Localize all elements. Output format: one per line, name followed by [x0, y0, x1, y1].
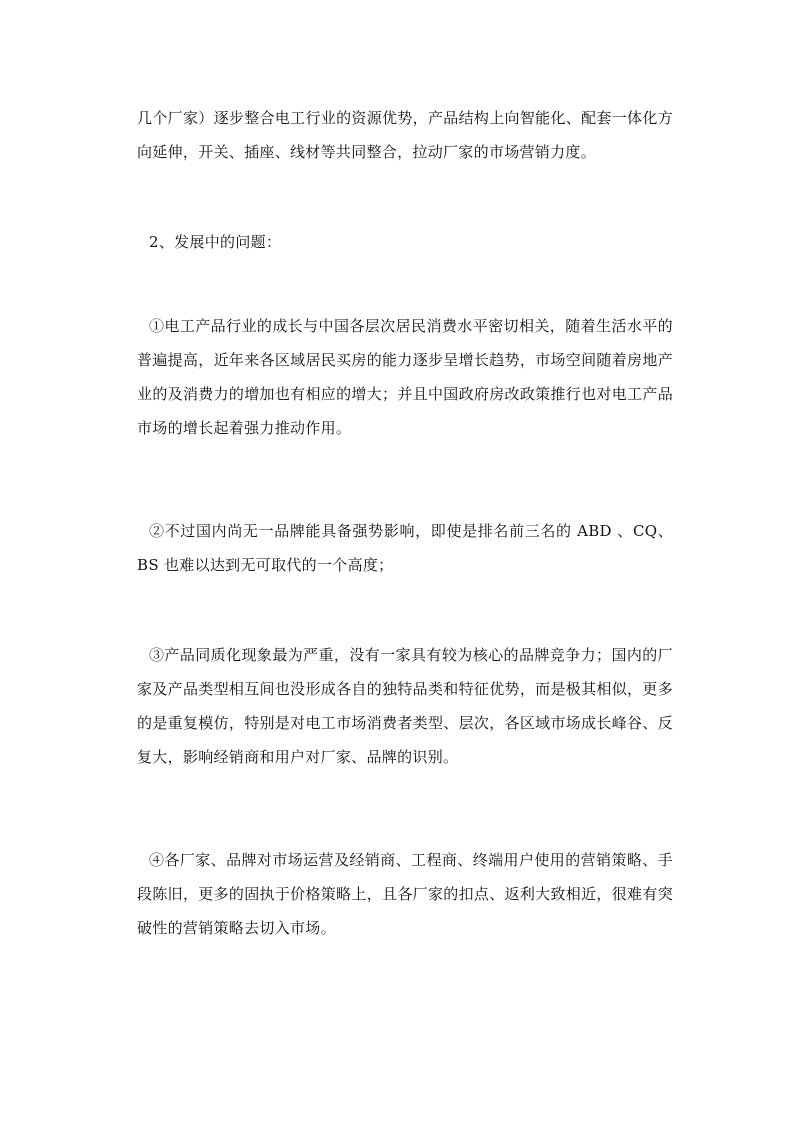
paragraph-point-1: ①电工产品行业的成长与中国各层次居民消费水平密切相关，随着生活水平的普遍提高，近年来各区域居民买房的能力逐步呈增长趋势，市场空间随着房地产业的及消费力的增加也有相应的增大；并且中国政府房改政策推行也对电工产品市场的增长起着强力推动作用。: [137, 317, 673, 437]
paragraph-point-4: ④各厂家、品牌对市场运营及经销商、工程商、终端用户使用的营销策略、手段陈旧，更多的固执于价格策略上，且各厂家的扣点、返利大致相近，很难有突破性的营销策略去切入市场。: [137, 851, 673, 937]
paragraph-point-2: ②不过国内尚无一品牌能具备强势影响，即使是排名前三名的 ABD 、CQ、BS 也难以达到无可取代的一个高度；: [137, 522, 673, 574]
paragraph-point-3: ③产品同质化现象最为严重，没有一家具有较为核心的品牌竞争力；国内的厂家及产品类型相互间也没形成各自的独特品类和特征优势，而是极其相似，更多的是重复模仿，特别是对电工市场消费者类型、层次，各区域市场成长峰谷、反复大，影响经销商和用户对厂家、品牌的识别。: [137, 646, 673, 766]
section-heading: 2、发展中的问题：: [149, 233, 282, 251]
paragraph-continuation: 几个厂家）逐步整合电工行业的资源优势，产品结构上向智能化、配套一体化方向延伸，开关、插座、线材等共同整合，拉动厂家的市场营销力度。: [137, 109, 673, 161]
